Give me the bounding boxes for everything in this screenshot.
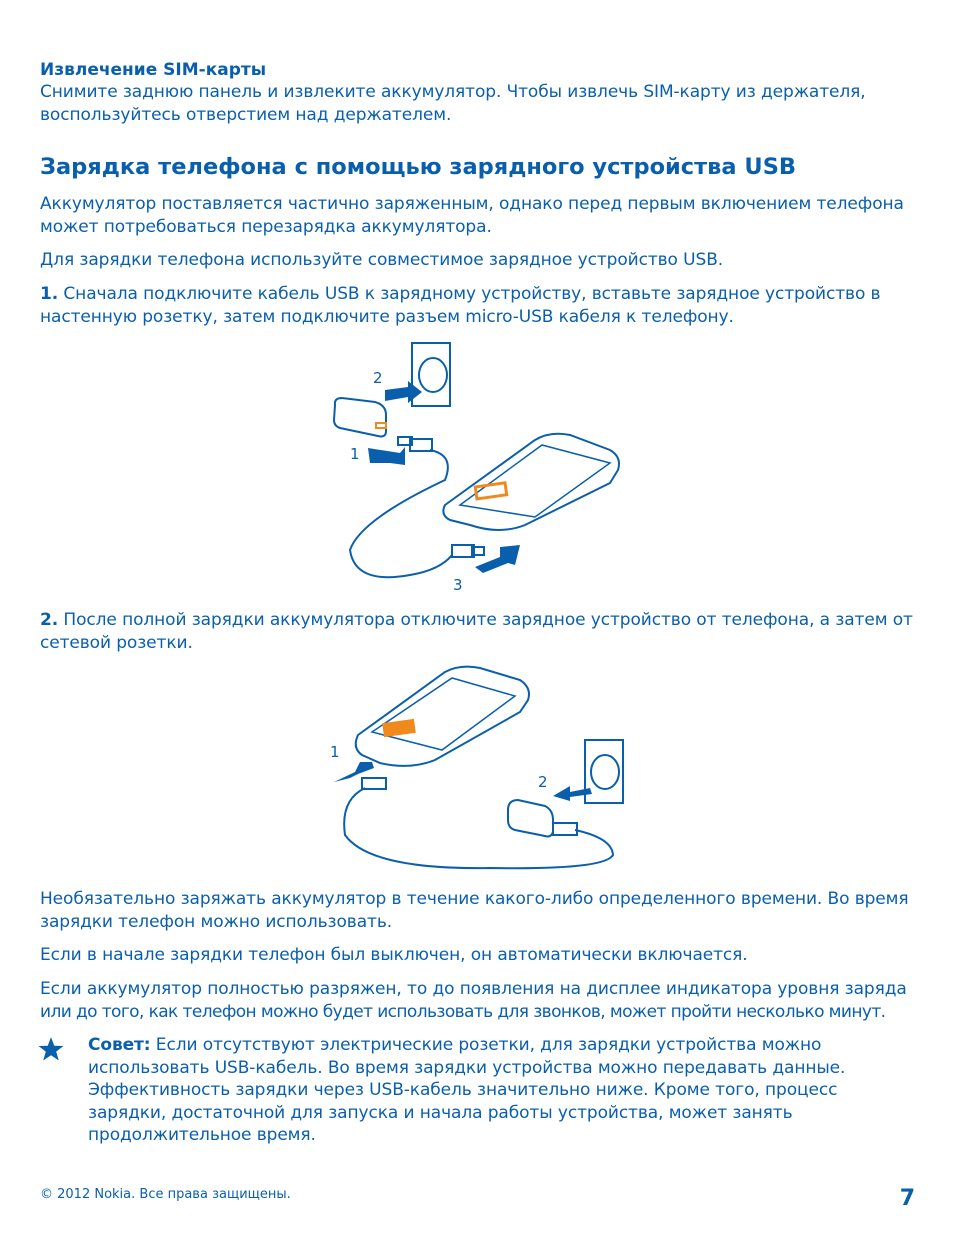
page-number: 7 [899,1186,915,1211]
intro-paragraph [40,193,920,238]
usb-cable [350,450,452,577]
charger [334,398,386,436]
compat-paragraph [40,249,920,272]
arrow-2 [385,381,422,403]
step-1 [40,283,920,328]
text-line: Если в начале зарядки телефон был выключен, он автоматически включается. [40,945,748,965]
text-line: Необязательно заряжать аккумулятор в течение какого-либо определенного времени. Во время [40,889,909,909]
tip-label: Совет: [88,1035,151,1055]
wall-socket [412,343,450,406]
figure2-label-2: 2 [538,773,548,791]
phone [443,434,619,530]
section-heading: Извлечение SIM-карты [40,60,267,80]
text-line: Эффективность зарядки через USB-кабель значительно ниже. Кроме того, процесс [88,1080,838,1100]
figure2-label-1: 1 [330,743,340,761]
usb-cable [344,788,613,868]
text-line: Аккумулятор поставляется частично заряженным, однако перед первым включением телефона [40,194,904,214]
text-line: Для зарядки телефона используйте совместимое зарядное устройство USB. [40,250,724,270]
step-number: 1. [40,284,59,304]
text-line: или до того, как телефон можно будет использовать для звонков, может пройти несколько минут. [40,1001,886,1022]
note-paragraph-2 [40,944,920,967]
arrow-2 [553,786,592,801]
note-paragraph-3 [40,978,920,1023]
text-line: использовать USB-кабель. Во время зарядки устройства можно передавать данные. [88,1057,846,1078]
text-line: Если отсутствуют электрические розетки, для зарядки устройства можно [150,1035,822,1055]
text-line: продолжительное время. [88,1125,316,1145]
step-2 [40,609,920,654]
charging-connect-illustration [320,335,640,600]
text-line: зарядки, достаточной для запуска и начала работы устройства, может занять [88,1102,793,1123]
star-icon [38,1036,64,1062]
figure1-label-3: 3 [453,576,463,594]
usb-plug [362,778,386,789]
text-line: После полной зарядки аккумулятора отключите зарядное устройство от телефона, а затем от [63,610,913,630]
phone [356,667,529,766]
charging-disconnect-illustration [320,660,640,875]
usb-plug-top [398,437,432,451]
text-line: зарядки телефон можно использовать. [40,911,393,932]
figure1-label-2: 2 [373,369,383,387]
sim-removal-section [40,59,920,126]
arrow-3 [475,545,520,573]
copyright: © 2012 Nokia. Все права защищены. [40,1187,291,1202]
note-paragraph-1 [40,888,920,933]
tip-box [88,1034,928,1147]
usb-plug-bottom [452,545,484,557]
text-line: сетевой розетки. [40,632,193,653]
text-line: может потребоваться перезарядка аккумулятора. [40,216,492,237]
text-line: Снимите заднюю панель и извлеките аккумулятор. Чтобы извлечь SIM-карту из держателя, [40,82,866,102]
text-line: Сначала подключите кабель USB к зарядному устройству, вставьте зарядное устройство в [63,284,881,304]
arrow-1 [368,447,405,465]
page-heading: Зарядка телефона с помощью зарядного устройства USB [40,154,797,180]
text-line: воспользуйтесь отверстием над держателем. [40,104,452,125]
step-number: 2. [40,610,59,630]
charger [508,800,577,837]
figure1-label-1: 1 [350,445,360,463]
text-line: Если аккумулятор полностью разряжен, то до появления на дисплее индикатора уровня заряда [40,979,907,999]
text-line: настенную розетку, затем подключите разъем micro-USB кабеля к телефону. [40,306,734,327]
